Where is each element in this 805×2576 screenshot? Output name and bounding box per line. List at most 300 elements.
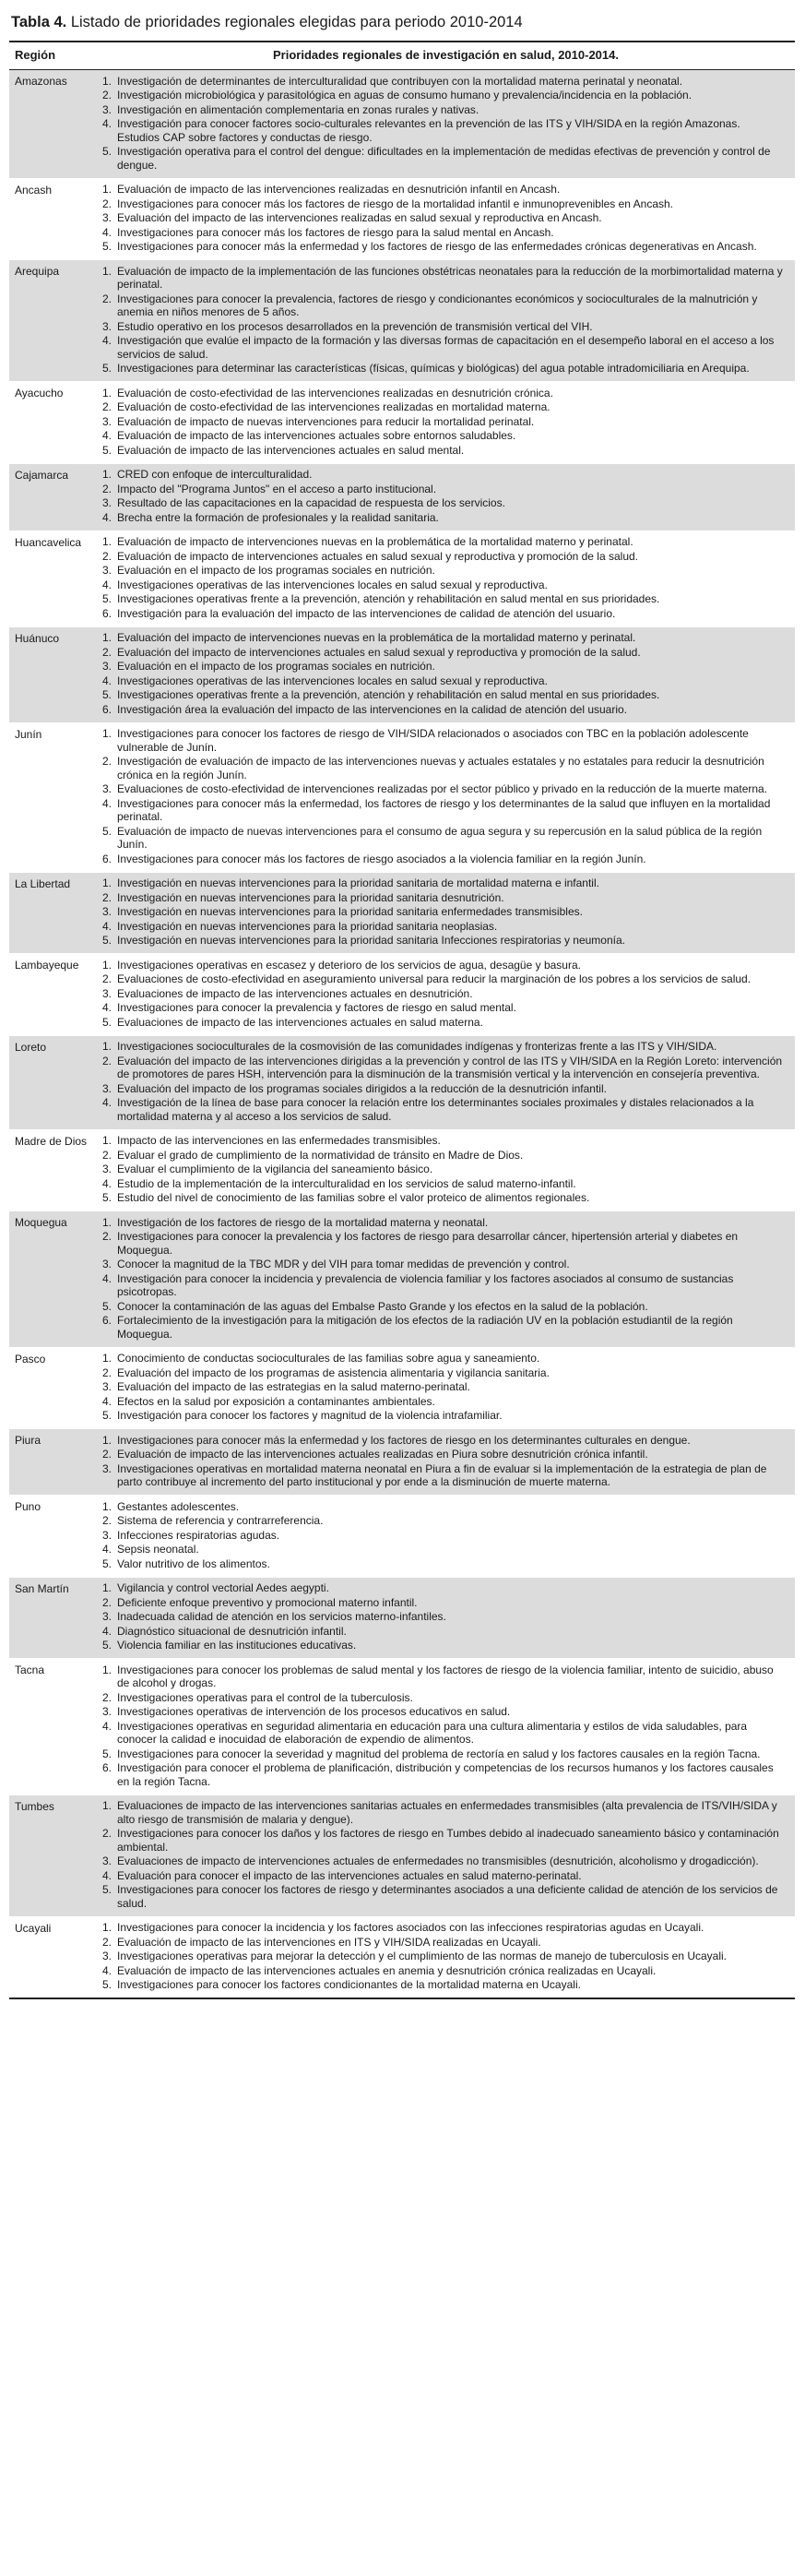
region-name: Puno	[9, 1496, 97, 1578]
list-item-text: Evaluaciones de impacto de intervenciones actuales de enfermedades no transmisibles (desnutrición, alcoholismo y drogadicción).	[117, 1854, 759, 1867]
list-item-text: Infecciones respiratorias agudas.	[117, 1528, 280, 1542]
list-item	[102, 1461, 786, 1489]
list-item	[102, 645, 786, 660]
header-region: Región	[9, 42, 97, 70]
list-item	[102, 934, 786, 948]
priority-list-cell	[97, 178, 795, 260]
list-item-number: 1.	[102, 1499, 112, 1513]
list-item	[102, 1543, 786, 1557]
list-item-text: Investigación de evaluación de impacto de las intervenciones nuevas y actuales estatales y no estatales para reducir la desnutrición crónica en la región Junín.	[117, 755, 764, 781]
caption-label: Tabla 4.	[11, 14, 67, 30]
list-item-text: Inadecuada calidad de atención en los servicios materno-infantiles.	[117, 1610, 446, 1623]
list-item-text: Impacto de las intervenciones en las enfermedades transmisibles.	[117, 1134, 441, 1147]
list-item-number: 4.	[102, 1001, 112, 1014]
list-item-number: 5.	[102, 240, 112, 253]
region-name: Lambayeque	[9, 954, 97, 1036]
list-item-text: Sistema de referencia y contrarreferencia.	[117, 1514, 324, 1527]
list-item-number: 5.	[102, 1883, 112, 1896]
list-item-number: 1.	[102, 1040, 112, 1053]
list-item-number: 1.	[102, 1433, 112, 1447]
list-item-text: Investigación para la evaluación del impacto de las intervenciones de calidad de atención del usuario.	[117, 606, 616, 620]
list-item	[102, 319, 786, 334]
priority-list-cell	[97, 1496, 795, 1578]
list-item-text: Investigación en alimentación complementaria en zonas rurales y nativas.	[117, 102, 479, 116]
priority-list-cell	[97, 382, 795, 464]
list-item-number: 4.	[102, 429, 112, 442]
list-item-text: Investigaciones operativas de intervención de los procesos educativos en salud.	[117, 1705, 511, 1718]
list-item-text: Estudio de la implementación de la interculturalidad en los servicios de salud materno-infantil.	[117, 1176, 576, 1190]
list-item-number: 3.	[102, 211, 112, 224]
list-item-text: Investigación microbiológica y parasitológica en aguas de consumo humano y prevalencia/incidencia en la población.	[117, 89, 693, 101]
list-item-text: Evaluación de impacto de las intervenciones actuales realizadas en Piura sobre desnutrición crónica infantil.	[117, 1448, 648, 1461]
priority-list-cell	[97, 260, 795, 382]
list-item-text: Evaluación del impacto de intervenciones nuevas en la problemática de la mortalidad materno y perinatal.	[117, 631, 636, 644]
list-item	[102, 1663, 786, 1690]
list-item-number: 3.	[102, 1461, 112, 1475]
list-item	[102, 660, 786, 674]
list-item-number: 5.	[102, 1978, 112, 1991]
list-item	[102, 674, 786, 688]
list-item-text: Evaluaciones de impacto de las intervenciones actuales en desnutrición.	[117, 986, 473, 1000]
list-item-number: 1.	[102, 264, 112, 278]
list-item-number: 2.	[102, 197, 112, 210]
list-item-number: 5.	[102, 443, 112, 457]
list-item-number: 2.	[102, 1595, 112, 1609]
region-name: Amazonas	[9, 70, 97, 179]
priority-list	[102, 468, 786, 525]
priority-list	[102, 1499, 786, 1571]
list-item-text: Investigaciones operativas frente a la prevención, atención y rehabilitación en salud mental en sus prioridades.	[117, 592, 660, 605]
priority-list	[102, 264, 786, 376]
priority-list-cell	[97, 1659, 795, 1795]
list-item	[102, 1299, 786, 1314]
list-item	[102, 468, 786, 483]
list-item-number: 3.	[102, 1854, 112, 1867]
list-item	[102, 1581, 786, 1596]
list-item	[102, 1514, 786, 1529]
priorities-table	[9, 41, 795, 1999]
priority-list	[102, 535, 786, 621]
list-item-text: Resultado de las capacitaciones en la capacidad de respuesta de los servicios.	[117, 496, 505, 509]
list-item	[102, 443, 786, 458]
table-row	[9, 1429, 795, 1496]
region-name: Ucayali	[9, 1916, 97, 1998]
list-item-number: 3.	[102, 986, 112, 1000]
list-item-number: 3.	[102, 1258, 112, 1270]
list-item-number: 1.	[102, 1215, 112, 1229]
list-item-number: 3.	[102, 660, 112, 673]
list-item-number: 4.	[102, 1624, 112, 1638]
list-item-number: 2.	[102, 549, 112, 563]
priority-list-cell	[97, 1916, 795, 1998]
list-item	[102, 688, 786, 703]
list-item-text: Valor nutritivo de los alimentos.	[117, 1556, 270, 1570]
list-item-number: 6.	[102, 852, 112, 865]
list-item	[102, 631, 786, 646]
list-item	[102, 549, 786, 564]
region-name: San Martín	[9, 1577, 97, 1659]
table-row	[9, 954, 795, 1036]
list-item	[102, 429, 786, 444]
list-item-text: Evaluación para conocer el impacto de las intervenciones actuales en salud materno-perinatal.	[117, 1868, 582, 1882]
list-item-number: 3.	[102, 1380, 112, 1393]
list-item-text: Investigación en nuevas intervenciones para la prioridad sanitaria enfermedades transmisibles.	[117, 905, 583, 918]
list-item-text: Estudio operativo en los procesos desarrollados en la prevención de transmisión vertical del VIH.	[117, 319, 593, 333]
list-item	[102, 1191, 786, 1206]
priority-list-cell	[97, 954, 795, 1036]
list-item	[102, 1258, 786, 1272]
list-item	[102, 1433, 786, 1448]
priority-list-cell	[97, 463, 795, 531]
list-item-number: 1.	[102, 727, 112, 740]
list-item-number: 5.	[102, 592, 112, 605]
list-item-text: Investigaciones para determinar las características (físicas, químicas y biológicas) del agua potable intradomiciliaria en Arequipa.	[117, 362, 750, 375]
list-item-text: CRED con enfoque de interculturalidad.	[117, 468, 313, 481]
list-item-text: Investigación área la evaluación del impacto de las intervenciones en la calidad de atención del usuario.	[117, 702, 628, 716]
list-item-number: 5.	[102, 1299, 112, 1313]
list-item	[102, 1827, 786, 1854]
table-row	[9, 1496, 795, 1578]
list-item-text: Investigaciones operativas en escasez y deterioro de los servicios de agua, desagüe y basura.	[117, 958, 581, 972]
list-item-text: Evaluación en el impacto de los programas sociales en nutrición.	[117, 660, 435, 673]
list-item-number: 2.	[102, 755, 112, 768]
list-item-number: 3.	[102, 1950, 112, 1962]
list-item-number: 3.	[102, 564, 112, 577]
list-item-number: 1.	[102, 535, 112, 548]
list-item-text: Investigación operativa para el control del dengue: dificultades en la implementación de medidas efectivas de prevención y control de dengue.	[117, 145, 771, 172]
list-item-text: Investigación de los factores de riesgo de la mortalidad materna y neonatal.	[117, 1215, 489, 1229]
list-item	[102, 1963, 786, 1978]
priority-list-cell	[97, 1211, 795, 1348]
list-item-number: 4.	[102, 117, 112, 130]
table-row	[9, 382, 795, 464]
list-item-number: 3.	[102, 1163, 112, 1175]
list-item	[102, 225, 786, 240]
priority-list	[102, 727, 786, 866]
list-item	[102, 1230, 786, 1258]
list-item-text: Investigaciones operativas en mortalidad materna neonatal en Piura a fin de evaluar si la implementación de la estrategia de plan de parto contribuye al incremento del parto institucional y por ende a la disminución de muerte materna.	[117, 1461, 767, 1488]
region-name: Madre de Dios	[9, 1129, 97, 1211]
list-item	[102, 1868, 786, 1883]
list-item-text: Investigación en nuevas intervenciones para la prioridad sanitaria Infecciones respiratorias y neumonía.	[117, 934, 625, 947]
list-item	[102, 292, 786, 319]
priority-list	[102, 183, 786, 255]
caption-text: Listado de prioridades regionales elegidas para periodo 2010-2014	[70, 14, 523, 30]
list-item	[102, 796, 786, 824]
list-item-text: Evaluación del impacto de intervenciones actuales en salud sexual y reproductiva y promoción de la salud.	[117, 645, 641, 659]
list-item	[102, 1015, 786, 1030]
list-item	[102, 145, 786, 173]
list-item-number: 2.	[102, 1690, 112, 1704]
list-item-text: Conocer la magnitud de la TBC MDR y del VIH para tomar medidas de prevención y control.	[117, 1258, 570, 1270]
list-item	[102, 117, 786, 145]
list-item	[102, 240, 786, 255]
list-item-text: Fortalecimiento de la investigación para la mitigación de los efectos de la radiación UV en la población estudiantil de la región Moquegua.	[117, 1314, 733, 1341]
list-item-number: 5.	[102, 145, 112, 158]
list-item-text: Investigación de la línea de base para conocer la relación entre los determinantes sociales proximales y distales relacionados a la mortalidad materna y al acceso a los servicios de salud.	[117, 1096, 754, 1123]
table-body	[9, 70, 795, 1999]
priority-list	[102, 386, 786, 458]
list-item-text: Investigación en nuevas intervenciones para la prioridad sanitaria de mortalidad materna e infantil.	[117, 877, 599, 889]
list-item	[102, 496, 786, 511]
list-item	[102, 510, 786, 525]
list-item	[102, 1610, 786, 1625]
list-item	[102, 1799, 786, 1827]
list-item-text: Evaluación de impacto de la implementación de las funciones obstétricas neonatales para la reducción de la morbimortalidad materna y perinatal.	[117, 264, 783, 291]
list-item-text: Investigaciones para conocer los daños y los factores de riesgo en Tumbes debido al inadecuado saneamiento básico y contaminación ambiental.	[117, 1827, 779, 1854]
list-item-number: 2.	[102, 1054, 112, 1067]
list-item-text: Investigaciones operativas en seguridad alimentaria en educación para una cultura alimentaria y estilos de vida saludables, para conocer la calidad e inocuidad de elaboración de expendio de alimentos.	[117, 1719, 748, 1746]
list-item-number: 3.	[102, 1528, 112, 1542]
table-row	[9, 260, 795, 382]
priority-list	[102, 1581, 786, 1653]
list-item-text: Investigaciones operativas para mejorar la detección y el cumplimiento de las normas de manejo de tuberculosis en Ucayali.	[117, 1950, 728, 1962]
list-item	[102, 1705, 786, 1720]
table-row	[9, 463, 795, 531]
table-row	[9, 722, 795, 872]
list-item-number: 3.	[102, 102, 112, 116]
list-item-text: Investigación en nuevas intervenciones para la prioridad sanitaria neoplasias.	[117, 919, 498, 933]
list-item-number: 4.	[102, 510, 112, 524]
list-item-text: Investigación de determinantes de interculturalidad que contribuyen con la mortalidad materna perinatal y neonatal.	[117, 74, 683, 88]
list-item-number: 1.	[102, 877, 112, 889]
list-item	[102, 986, 786, 1001]
region-name: Loreto	[9, 1035, 97, 1129]
region-name: Ayacucho	[9, 382, 97, 464]
list-item-number: 4.	[102, 1868, 112, 1882]
priority-list	[102, 1921, 786, 1993]
list-item	[102, 824, 786, 852]
list-item-number: 5.	[102, 362, 112, 375]
list-item	[102, 1409, 786, 1424]
list-item	[102, 400, 786, 415]
list-item	[102, 1448, 786, 1462]
list-item	[102, 1366, 786, 1380]
list-item-text: Evaluaciones de impacto de las intervenciones actuales en salud materna.	[117, 1015, 483, 1029]
list-item-number: 1.	[102, 1921, 112, 1934]
list-item-number: 4.	[102, 1176, 112, 1190]
list-item-number: 2.	[102, 1827, 112, 1840]
list-item-number: 1.	[102, 1352, 112, 1365]
table-row	[9, 1211, 795, 1348]
list-item-text: Investigación que evalúe el impacto de la formación y las diversas formas de capacitación en el desempeño laboral en el acceso a los servicios de salud.	[117, 334, 775, 361]
list-item-number: 1.	[102, 1134, 112, 1147]
list-item	[102, 755, 786, 782]
list-item	[102, 890, 786, 905]
list-item-text: Sepsis neonatal.	[117, 1543, 199, 1556]
list-item	[102, 727, 786, 755]
region-name: Moquegua	[9, 1211, 97, 1348]
list-item	[102, 1639, 786, 1653]
region-name: Huánuco	[9, 626, 97, 722]
list-item-number: 6.	[102, 702, 112, 716]
list-item	[102, 606, 786, 621]
list-item	[102, 264, 786, 292]
list-item-text: Investigaciones para conocer más los factores de riesgo para la salud mental en Ancash.	[117, 225, 554, 239]
priority-list	[102, 1134, 786, 1206]
list-item-text: Evaluación de impacto de las intervenciones actuales en salud mental.	[117, 443, 465, 457]
list-item	[102, 1854, 786, 1869]
list-item	[102, 1394, 786, 1409]
list-item-number: 2.	[102, 1230, 112, 1243]
list-item-number: 2.	[102, 292, 112, 305]
header-priorities: Prioridades regionales de investigación en salud, 2010-2014.	[97, 42, 795, 70]
region-name: Tumbes	[9, 1795, 97, 1916]
list-item-number: 2.	[102, 89, 112, 101]
list-item	[102, 1163, 786, 1177]
list-item-text: Investigaciones operativas frente a la prevención, atención y rehabilitación en salud mental en sus prioridades.	[117, 688, 660, 701]
list-item	[102, 1761, 786, 1789]
list-item	[102, 1883, 786, 1911]
list-item	[102, 592, 786, 607]
list-item-text: Evaluación del impacto de los programas sociales dirigidos a la reducción de la desnutrición infantil.	[117, 1081, 607, 1095]
priority-list-cell	[97, 1795, 795, 1916]
list-item-number: 2.	[102, 890, 112, 904]
region-name: Cajamarca	[9, 463, 97, 531]
list-item	[102, 89, 786, 103]
list-item-number: 5.	[102, 1015, 112, 1029]
list-item-number: 5.	[102, 934, 112, 947]
list-item-text: Conocer la contaminación de las aguas del Embalse Pasto Grande y los efectos en la salud de la población.	[117, 1299, 648, 1313]
list-item-number: 5.	[102, 1747, 112, 1760]
list-item-text: Investigación para conocer el problema de planificación, distribución y competencias de los recursos humanos y los factores causales en la región Tacna.	[117, 1761, 774, 1788]
list-item-text: Vigilancia y control vectorial Aedes aegypti.	[117, 1581, 329, 1594]
list-item-number: 4.	[102, 1963, 112, 1977]
list-item	[102, 211, 786, 226]
list-item	[102, 535, 786, 550]
list-item-text: Evaluación de impacto de intervenciones nuevas en la problemática de la mortalidad materno y perinatal.	[117, 535, 633, 548]
list-item	[102, 1215, 786, 1230]
list-item-text: Efectos en la salud por exposición a contaminantes ambientales.	[117, 1394, 435, 1408]
list-item	[102, 877, 786, 891]
list-item-text: Investigación en nuevas intervenciones para la prioridad sanitaria desnutrición.	[117, 890, 504, 904]
table-caption	[11, 13, 796, 31]
list-item-number: 2.	[102, 400, 112, 413]
table-row	[9, 1347, 795, 1429]
priority-list-cell	[97, 531, 795, 626]
list-item-text: Investigaciones operativas de las intervenciones locales en salud sexual y reproductiva.	[117, 578, 548, 591]
list-item	[102, 1271, 786, 1299]
list-item-text: Conocimiento de conductas socioculturales de las familias sobre agua y saneamiento.	[117, 1352, 540, 1365]
list-item-number: 2.	[102, 1935, 112, 1949]
priority-list	[102, 1433, 786, 1489]
priority-list-cell	[97, 1347, 795, 1429]
list-item-number: 2.	[102, 1148, 112, 1162]
region-name: Huancavelica	[9, 531, 97, 626]
list-item-text: Investigaciones para conocer más la enfermedad, los factores de riesgo y los determinantes de la salud que influyen en la mortalidad perinatal.	[117, 796, 771, 823]
list-item	[102, 578, 786, 592]
list-item	[102, 919, 786, 934]
list-item-number: 4.	[102, 225, 112, 239]
priority-list-cell	[97, 1577, 795, 1659]
list-item-number: 4.	[102, 334, 112, 347]
list-item-text: Evaluación del impacto de las estrategias en la salud materno-perinatal.	[117, 1380, 470, 1393]
list-item-number: 5.	[102, 1556, 112, 1570]
list-item-text: Evaluación en el impacto de los programas sociales en nutrición.	[117, 564, 435, 577]
priority-list-cell	[97, 70, 795, 179]
list-item-number: 4.	[102, 1096, 112, 1109]
table-row	[9, 1035, 795, 1129]
list-item-text: Evaluar el cumplimiento de la vigilancia del saneamiento básico.	[117, 1163, 433, 1175]
list-item	[102, 972, 786, 987]
list-item	[102, 1921, 786, 1936]
list-item-text: Investigaciones para conocer más la enfermedad y los factores de riesgo de las enfermedades crónicas degenerativas en Ancash.	[117, 240, 757, 253]
list-item-text: Investigación para conocer factores socio-culturales relevantes en la prevención de las ITS y VIH/SIDA en la región Amazonas. Estudios CAP sobre factores y conductas de riesgo.	[117, 117, 740, 144]
list-item	[102, 1176, 786, 1191]
priority-list	[102, 1352, 786, 1424]
list-item-number: 4.	[102, 1543, 112, 1556]
list-item	[102, 1040, 786, 1055]
list-item-text: Evaluaciones de costo-efectividad de intervenciones realizadas por el sector público y privado en la reducción de la muerte materna.	[117, 782, 768, 795]
list-item	[102, 197, 786, 211]
list-item-number: 1.	[102, 386, 112, 400]
list-item-number: 4.	[102, 674, 112, 687]
list-item-number: 3.	[102, 496, 112, 509]
priority-list	[102, 631, 786, 717]
priority-list-cell	[97, 872, 795, 954]
list-item-number: 5.	[102, 1191, 112, 1204]
list-item-text: Estudio del nivel de conocimiento de las familias sobre el valor proteico de alimentos regionales.	[117, 1191, 590, 1204]
list-item-text: Evaluar el grado de cumplimiento de la normatividad de tránsito en Madre de Dios.	[117, 1148, 524, 1162]
list-item-number: 3.	[102, 782, 112, 795]
priority-list	[102, 958, 786, 1030]
list-item	[102, 1134, 786, 1149]
list-item	[102, 1747, 786, 1761]
list-item-number: 4.	[102, 578, 112, 591]
list-item-text: Evaluación del impacto de las intervenciones dirigidas a la prevención y control de las ITS y VIH/SIDA en la Región Loreto: intervención de promotores de pares HSH, intervención para la disminución de la transmisión vertical y la intervención en consejería preventiva.	[117, 1054, 783, 1080]
list-item-number: 3.	[102, 905, 112, 918]
list-item-number: 4.	[102, 1719, 112, 1733]
priority-list	[102, 1215, 786, 1342]
list-item-number: 5.	[102, 1639, 112, 1652]
priority-list-cell	[97, 1035, 795, 1129]
priority-list	[102, 1040, 786, 1124]
list-item-text: Investigación para conocer la incidencia y prevalencia de violencia familiar y los factores asociados al consumo de sustancias psicotropas.	[117, 1271, 734, 1298]
list-item-number: 6.	[102, 1314, 112, 1327]
table-row	[9, 1577, 795, 1659]
region-name: Tacna	[9, 1659, 97, 1795]
list-item-number: 3.	[102, 1705, 112, 1718]
list-item-number: 5.	[102, 1409, 112, 1422]
list-item	[102, 782, 786, 797]
region-name: La Libertad	[9, 872, 97, 954]
list-item-number: 3.	[102, 319, 112, 333]
list-item	[102, 414, 786, 429]
list-item-number: 3.	[102, 1081, 112, 1095]
list-item-number: 5.	[102, 688, 112, 701]
list-item	[102, 958, 786, 972]
list-item-text: Violencia familiar en las instituciones educativas.	[117, 1639, 357, 1652]
table-row	[9, 1659, 795, 1795]
list-item	[102, 1148, 786, 1163]
list-item-number: 2.	[102, 482, 112, 495]
list-item-number: 4.	[102, 796, 112, 810]
list-item-number: 4.	[102, 1271, 112, 1285]
table-row	[9, 70, 795, 179]
table-row	[9, 872, 795, 954]
list-item	[102, 386, 786, 400]
list-item-number: 1.	[102, 74, 112, 88]
list-item-text: Evaluación de impacto de las intervenciones en ITS y VIH/SIDA realizadas en Ucayali.	[117, 1935, 541, 1949]
table-row	[9, 178, 795, 260]
list-item	[102, 1081, 786, 1096]
list-item-number: 2.	[102, 1448, 112, 1461]
list-item-text: Evaluación de impacto de las intervenciones actuales en anemia y desnutrición crónica realizadas en Ucayali.	[117, 1963, 657, 1977]
list-item-number: 3.	[102, 414, 112, 428]
list-item-text: Diagnóstico situacional de desnutrición infantil.	[117, 1624, 347, 1638]
list-item	[102, 852, 786, 866]
priority-list-cell	[97, 1129, 795, 1211]
